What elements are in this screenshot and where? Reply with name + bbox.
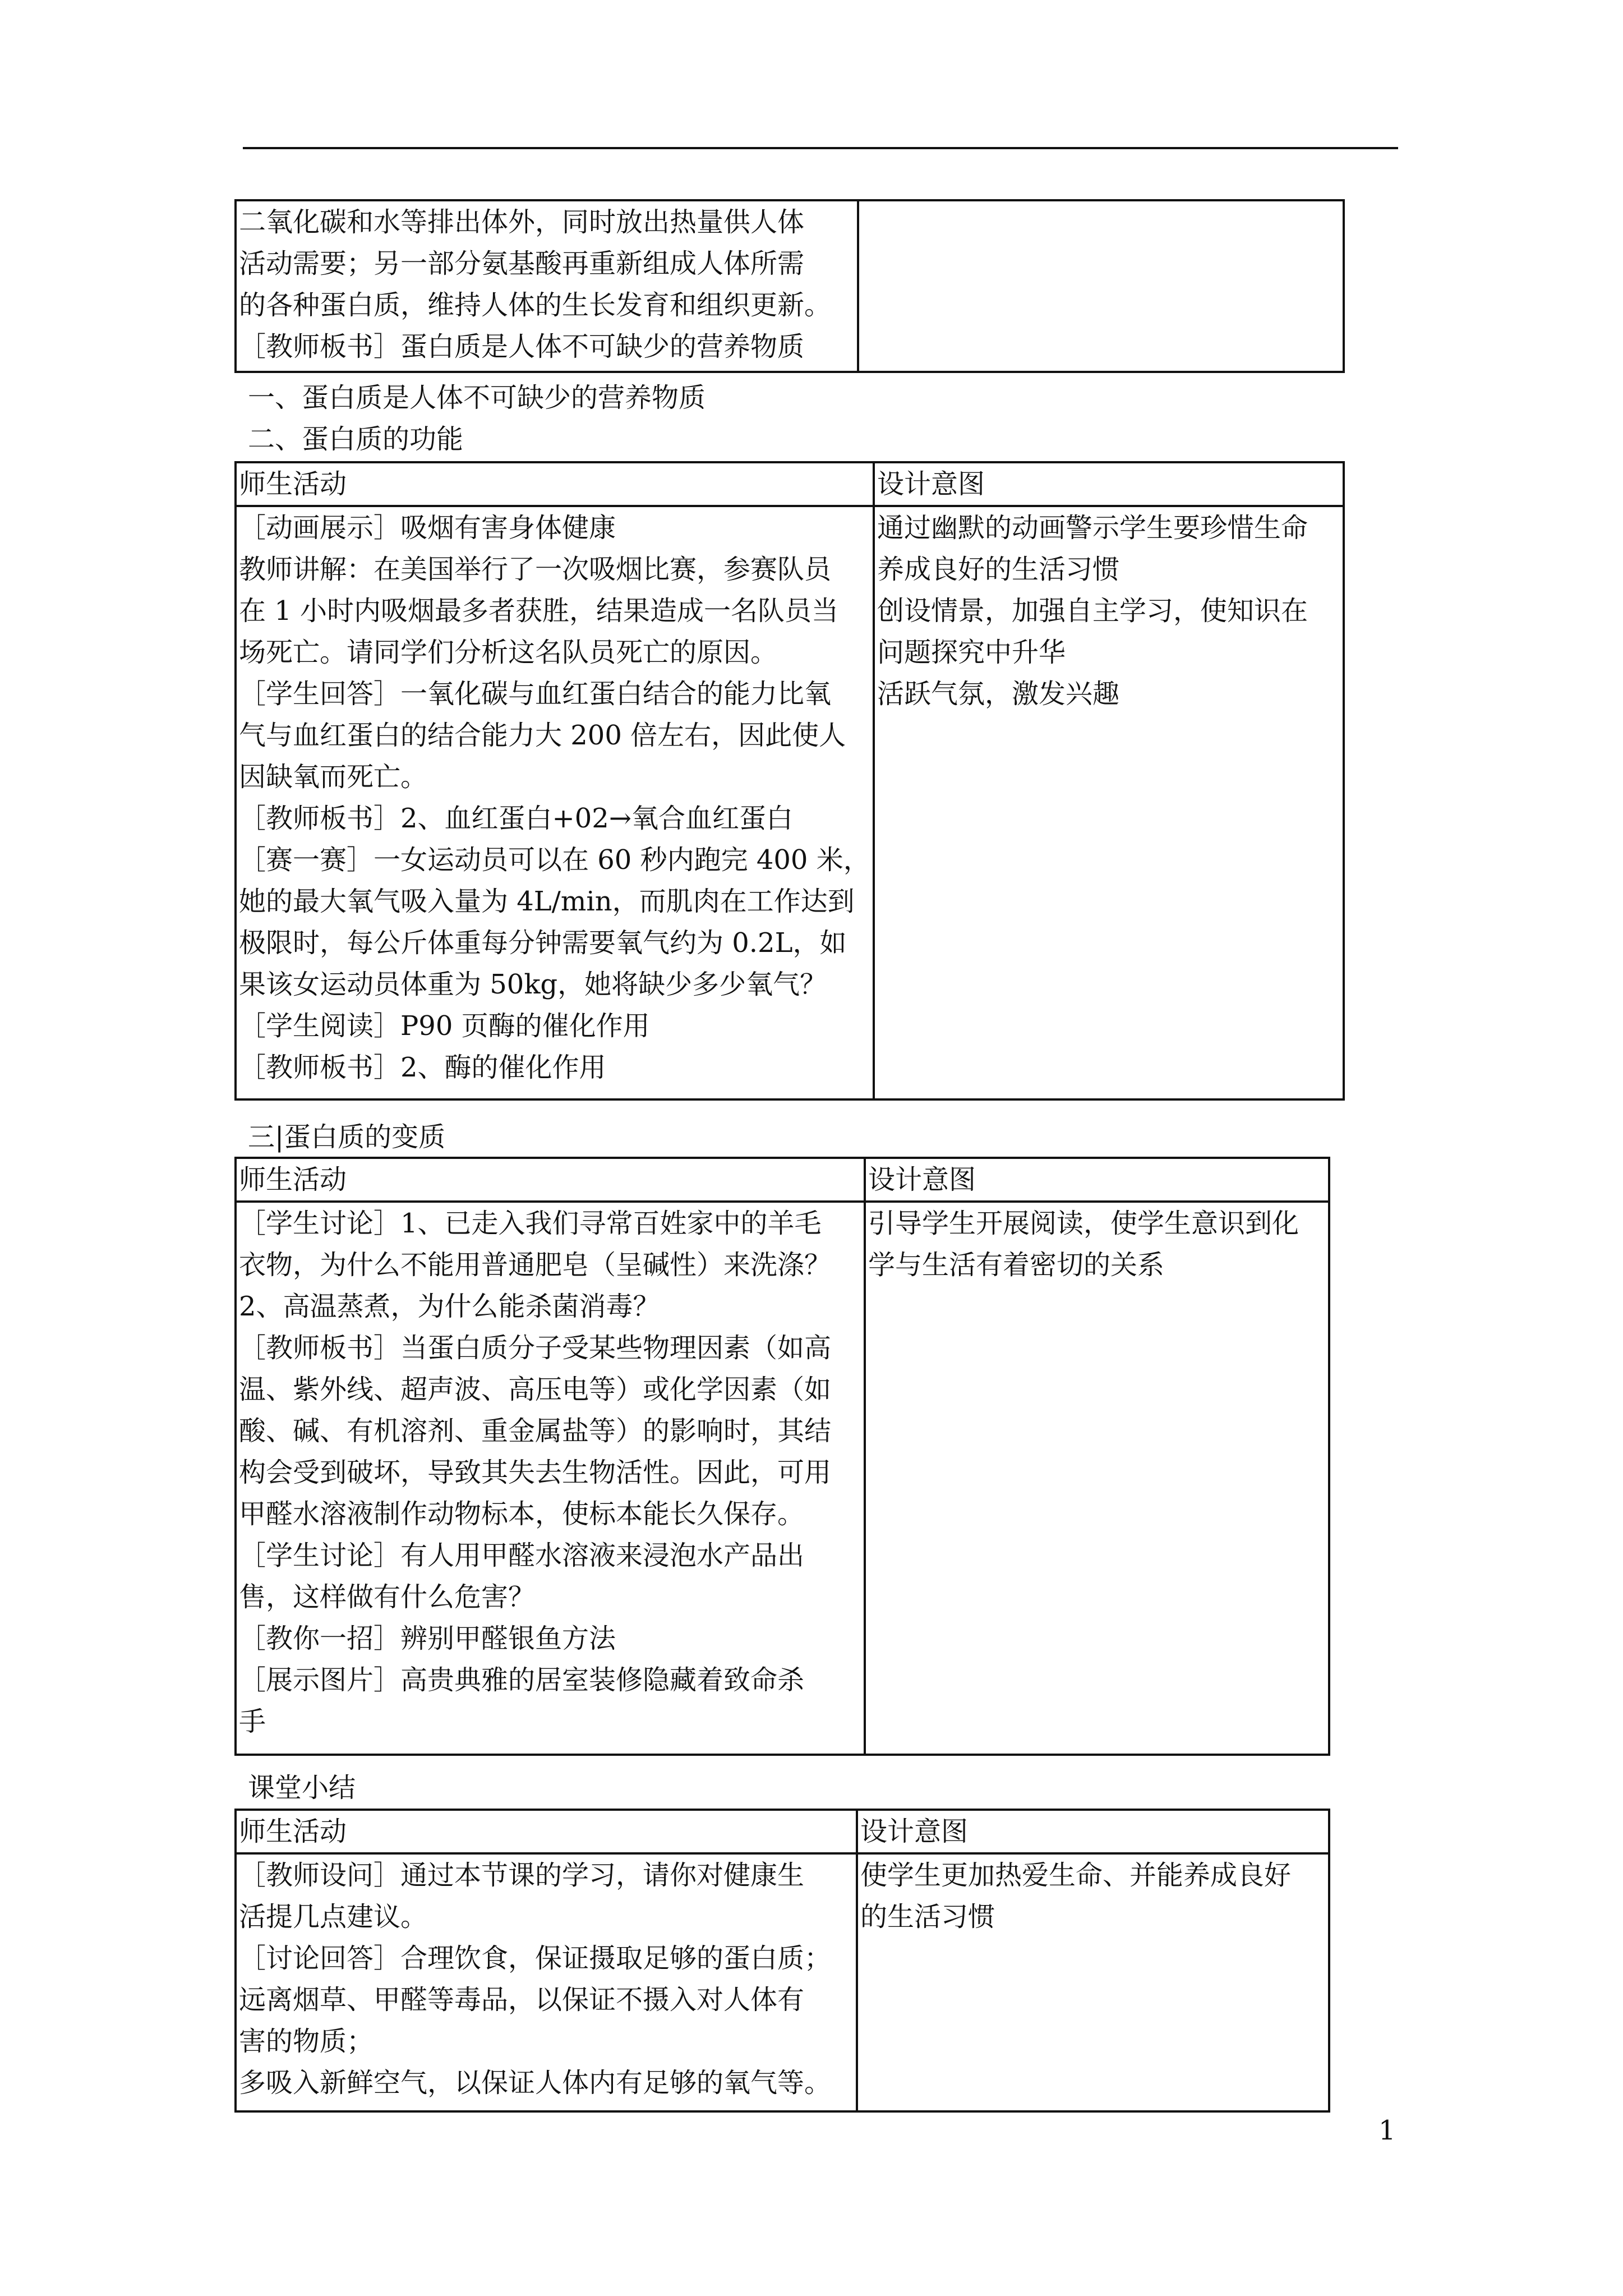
table-header-row	[236, 462, 1344, 506]
text-line: 活提几点建议。	[239, 1901, 428, 1932]
text-line: ［学生阅读］P90 页酶的催化作用	[239, 1010, 650, 1042]
text-line: 问题探究中升华	[877, 637, 1066, 668]
section-heading-2: 二、蛋白质的功能	[248, 424, 464, 455]
text-line: 场死亡。请同学们分析这名队员死亡的原因。	[239, 637, 778, 668]
text-line: 2、高温蒸煮，为什么能杀菌消毒？	[239, 1291, 660, 1322]
text-line: 使学生更加热爱生命、并能养成良好	[860, 1860, 1292, 1891]
text-line: 温、紫外线、超声波、高压电等）或化学因素（如	[239, 1374, 832, 1405]
text-line: ［教你一招］辨别甲醛银鱼方法	[239, 1623, 616, 1654]
text-line: ［教师板书］2、血红蛋白+02→氧合血红蛋白	[239, 803, 794, 834]
text-line: 酸、碱、有机溶剂、重金属盐等）的影响时，其结	[239, 1415, 832, 1447]
text-line: 果该女运动员体重为 50kg，她将缺少多少氧气？	[239, 969, 827, 1000]
intent-cell	[874, 506, 1344, 1099]
text-line: 在 1 小时内吸烟最多者获胜，结果造成一名队员当	[239, 595, 839, 627]
activity-cell	[236, 1202, 865, 1755]
text-line: 养成良好的生活习惯	[877, 554, 1120, 585]
header-activity: 师生活动	[236, 462, 874, 506]
text-line: 害的物质；	[239, 2026, 374, 2057]
table-header-row	[236, 1810, 1329, 1853]
text-line: ［赛一赛］一女运动员可以在 60 秒内跑完 400 米，	[239, 844, 870, 876]
text-line: 活动需要；另一部分氨基酸再重新组成人体所需	[239, 248, 805, 279]
header-activity: 师生活动	[236, 1158, 865, 1202]
text-line: ［展示图片］高贵典雅的居室装修隐藏着致命杀	[239, 1664, 805, 1696]
header-intent: 设计意图	[874, 462, 1344, 506]
header-activity: 师生活动	[236, 1810, 857, 1853]
header-rule	[243, 147, 1398, 149]
activity-cell	[236, 506, 874, 1099]
text-line: 因缺氧而死亡。	[239, 761, 428, 793]
text-line: 极限时，每公斤体重每分钟需要氧气约为 0.2L，如	[239, 927, 847, 959]
text-line: ［动画展示］吸烟有害身体健康	[239, 512, 616, 544]
text-line: 气与血红蛋白的结合能力大 200 倍左右，因此使人	[239, 720, 846, 751]
section-heading-1: 一、蛋白质是人体不可缺少的营养物质	[248, 382, 706, 413]
text-line: 的生活习惯	[860, 1901, 995, 1932]
text-line: 创设情景，加强自主学习，使知识在	[877, 595, 1308, 627]
table-row	[236, 506, 1344, 1099]
header-intent: 设计意图	[857, 1810, 1329, 1853]
text-line: ［教师板书］2、酶的催化作用	[239, 1052, 606, 1083]
text-line: 的各种蛋白质，维持人体的生长发育和组织更新。	[239, 289, 832, 321]
text-line: ［讨论回答］合理饮食，保证摄取足够的蛋白质；	[239, 1943, 832, 1974]
table-header-row	[236, 1158, 1329, 1202]
activity-cell	[236, 1853, 857, 2111]
intent-cell	[858, 200, 1344, 372]
text-line: 教师讲解：在美国举行了一次吸烟比赛，参赛队员	[239, 554, 832, 585]
lesson-summary-table	[234, 1809, 1330, 2113]
table-row	[236, 1202, 1329, 1755]
text-line: 多吸入新鲜空气，以保证人体内有足够的氧气等。	[239, 2067, 832, 2099]
intent-cell	[857, 1853, 1329, 2111]
page-number: 1	[1378, 2115, 1396, 2146]
protein-function-table	[234, 461, 1345, 1101]
text-line: ［学生回答］一氧化碳与血红蛋白结合的能力比氧	[239, 678, 832, 710]
text-line: 售，这样做有什么危害？	[239, 1581, 536, 1613]
text-line: 她的最大氧气吸入量为 4L/min，而肌肉在工作达到	[239, 886, 855, 917]
text-line: 衣物，为什么不能用普通肥皂（呈碱性）来洗涤？	[239, 1249, 832, 1281]
text-line: ［学生讨论］有人用甲醛水溶液来浸泡水产品出	[239, 1540, 805, 1571]
text-line: 活跃气氛，激发兴趣	[877, 678, 1120, 710]
activity-cell	[236, 200, 858, 372]
continuation-table	[234, 199, 1345, 373]
text-line: ［教师板书］蛋白质是人体不可缺少的营养物质	[239, 331, 805, 362]
text-line: 甲醛水溶液制作动物标本，使标本能长久保存。	[239, 1498, 805, 1530]
intent-cell	[865, 1202, 1329, 1755]
table-row	[236, 1853, 1329, 2111]
text-line: ［教师设问］通过本节课的学习，请你对健康生	[239, 1860, 805, 1891]
text-line: 构会受到破坏，导致其失去生物活性。因此，可用	[239, 1457, 832, 1488]
text-line: 通过幽默的动画警示学生要珍惜生命	[877, 512, 1308, 544]
protein-denaturation-table	[234, 1157, 1330, 1756]
text-line: ［教师板书］当蛋白质分子受某些物理因素（如高	[239, 1332, 832, 1364]
text-line: 学与生活有着密切的关系	[868, 1249, 1165, 1281]
header-intent: 设计意图	[865, 1158, 1329, 1202]
text-line: 二氧化碳和水等排出体外，同时放出热量供人体	[239, 206, 805, 238]
text-line: 手	[239, 1706, 266, 1737]
section-heading-4: 课堂小结	[248, 1772, 356, 1803]
text-line: 引导学生开展阅读，使学生意识到化	[868, 1208, 1299, 1239]
text-line: ［学生讨论］1、已走入我们寻常百姓家中的羊毛	[239, 1208, 822, 1239]
text-line: 远离烟草、甲醛等毒品，以保证不摄入对人体有	[239, 1984, 805, 2016]
section-heading-3: 三|蛋白质的变质	[248, 1121, 446, 1153]
table-row	[236, 200, 1344, 372]
